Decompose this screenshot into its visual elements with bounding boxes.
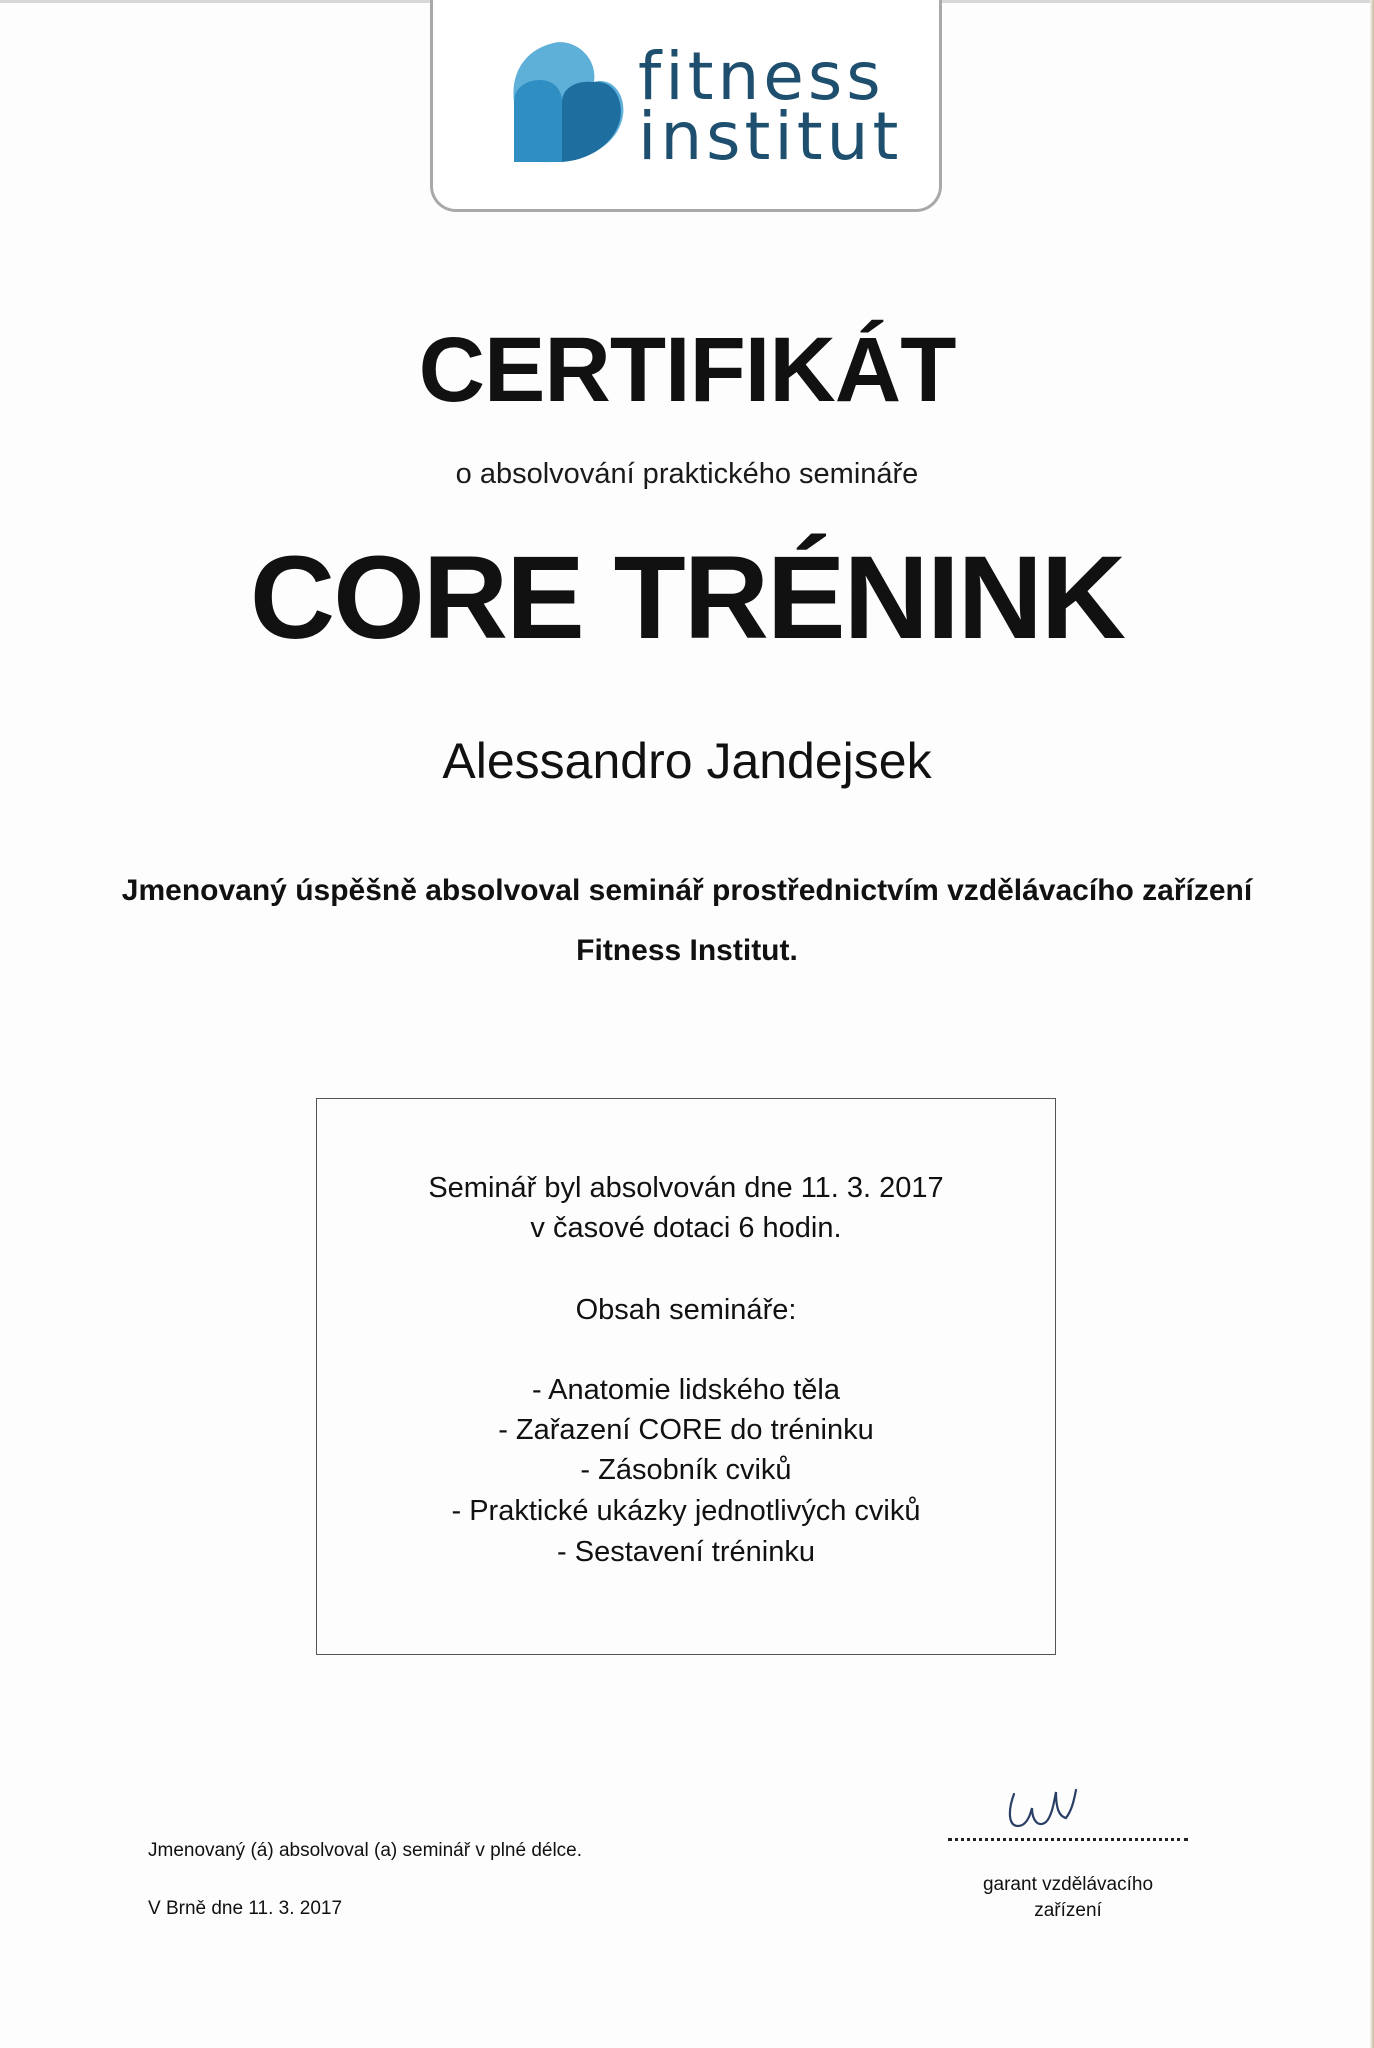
heart-logo-icon: [510, 40, 626, 164]
content-heading: Obsah semináře:: [575, 1294, 797, 1326]
content-item: - Zařazení CORE do tréninku: [498, 1414, 874, 1446]
signature-line: [948, 1838, 1188, 1841]
course-title: CORE TRÉNINK: [249, 532, 1125, 664]
signature-role: garant vzdělávacího: [982, 1874, 1154, 1895]
logo-text: institut: [638, 98, 903, 175]
full-length-note: Jmenovaný (á) absolvoval (a) seminář v plné délce.: [148, 1840, 583, 1861]
seminar-duration: v časové dotaci 6 hodin.: [530, 1212, 842, 1244]
scan-edge: [1370, 0, 1374, 2048]
content-item: - Praktické ukázky jednotlivých cviků: [451, 1495, 921, 1527]
content-item: - Sestavení tréninku: [557, 1536, 815, 1568]
recipient-name: Alessandro Jandejsek: [442, 733, 932, 789]
institution-name: Fitness Institut.: [576, 934, 798, 967]
place-date: V Brně dne 11. 3. 2017: [148, 1898, 343, 1919]
logo-text: fitness: [638, 38, 885, 115]
certificate-title: CERTIFIKÁT: [418, 319, 956, 421]
content-item: - Anatomie lidského těla: [532, 1374, 840, 1406]
seminar-date: Seminář byl absolvován dne 11. 3. 2017: [428, 1172, 944, 1204]
signature-role: zařízení: [1034, 1900, 1102, 1921]
content-item: - Zásobník cviků: [580, 1454, 792, 1486]
signature-icon: [1000, 1782, 1090, 1842]
completion-statement: Jmenovaný úspěšně absolvoval seminář prostřednictvím vzdělávacího zařízení: [121, 874, 1253, 907]
certificate-subtitle: o absolvování praktického semináře: [455, 458, 919, 490]
